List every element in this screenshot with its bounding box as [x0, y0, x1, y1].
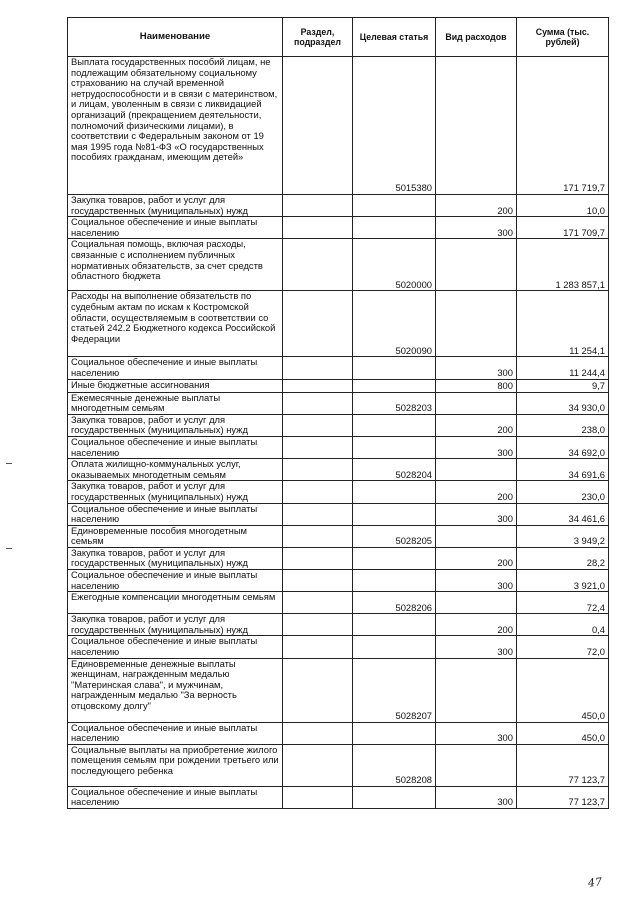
row-name: Оплата жилищно-коммунальных услуг, оказываемых многодетным семьям: [68, 459, 283, 481]
row-type: [436, 239, 517, 291]
row-section: [283, 357, 353, 379]
row-section: [283, 570, 353, 592]
row-type: 300: [436, 636, 517, 658]
row-target: [353, 547, 436, 569]
row-name: Закупка товаров, работ и услуг для государственных (муниципальных) нужд: [68, 614, 283, 636]
row-type: 200: [436, 414, 517, 436]
table-row: [68, 722, 609, 744]
row-section: [283, 291, 353, 357]
table-row: [68, 291, 609, 357]
header-target: Целевая статья: [353, 18, 436, 57]
table-row: [68, 239, 609, 291]
table-row: [68, 592, 609, 614]
row-name: Ежемесячные денежные выплаты многодетным семьям: [68, 392, 283, 414]
row-section: [283, 239, 353, 291]
row-section: [283, 525, 353, 547]
row-sum: 450,0: [517, 658, 609, 722]
row-sum: 34 691,6: [517, 459, 609, 481]
table-row: [68, 357, 609, 379]
page-number: 47: [587, 875, 603, 890]
row-section: [283, 57, 353, 195]
row-section: [283, 722, 353, 744]
row-section: [283, 614, 353, 636]
row-target: [353, 436, 436, 458]
row-section: [283, 636, 353, 658]
row-sum: 9,7: [517, 379, 609, 392]
row-name: Ежегодные компенсации многодетным семьям: [68, 592, 283, 614]
row-type: 200: [436, 614, 517, 636]
row-type: 300: [436, 570, 517, 592]
row-section: [283, 379, 353, 392]
row-target: [353, 570, 436, 592]
row-name: Закупка товаров, работ и услуг для государственных (муниципальных) нужд: [68, 481, 283, 503]
row-section: [283, 658, 353, 722]
table-row: [68, 614, 609, 636]
row-type: [436, 744, 517, 786]
row-target: [353, 503, 436, 525]
row-sum: 72,0: [517, 636, 609, 658]
row-target: [353, 195, 436, 217]
row-sum: 238,0: [517, 414, 609, 436]
table-row: [68, 414, 609, 436]
row-type: 200: [436, 547, 517, 569]
row-type: [436, 291, 517, 357]
row-target: 5020000: [353, 239, 436, 291]
table-row: [68, 786, 609, 808]
table-row: [68, 57, 609, 195]
row-target: 5028205: [353, 525, 436, 547]
row-name: Социальные выплаты на приобретение жилого помещения семьям при рождении третьего или последующего ребенка: [68, 744, 283, 786]
row-section: [283, 459, 353, 481]
table-row: [68, 547, 609, 569]
row-target: [353, 379, 436, 392]
row-target: 5020090: [353, 291, 436, 357]
row-type: 200: [436, 195, 517, 217]
row-name: Социальное обеспечение и иные выплаты населению: [68, 722, 283, 744]
row-name: Закупка товаров, работ и услуг для государственных (муниципальных) нужд: [68, 547, 283, 569]
row-type: 300: [436, 503, 517, 525]
row-target: 5028203: [353, 392, 436, 414]
row-sum: 171 719,7: [517, 57, 609, 195]
header-name: Наименование: [68, 18, 283, 57]
row-sum: 11 244,4: [517, 357, 609, 379]
row-target: [353, 481, 436, 503]
table-row: [68, 525, 609, 547]
row-name: Социальное обеспечение и иные выплаты населению: [68, 570, 283, 592]
row-target: [353, 636, 436, 658]
row-sum: 34 930,0: [517, 392, 609, 414]
row-section: [283, 414, 353, 436]
margin-mark: [6, 548, 12, 549]
row-type: 800: [436, 379, 517, 392]
row-type: [436, 459, 517, 481]
table-row: [68, 503, 609, 525]
row-name: Закупка товаров, работ и услуг для государственных (муниципальных) нужд: [68, 414, 283, 436]
row-sum: 450,0: [517, 722, 609, 744]
row-type: 300: [436, 436, 517, 458]
row-section: [283, 503, 353, 525]
row-name: Социальное обеспечение и иные выплаты населению: [68, 636, 283, 658]
table-row: [68, 570, 609, 592]
table-row: [68, 195, 609, 217]
row-sum: 34 692,0: [517, 436, 609, 458]
row-sum: 77 123,7: [517, 744, 609, 786]
table-row: [68, 481, 609, 503]
row-target: [353, 217, 436, 239]
row-section: [283, 786, 353, 808]
row-name: Социальное обеспечение и иные выплаты населению: [68, 217, 283, 239]
row-type: [436, 525, 517, 547]
row-type: [436, 658, 517, 722]
row-target: [353, 614, 436, 636]
row-name: Социальное обеспечение и иные выплаты населению: [68, 503, 283, 525]
row-sum: 77 123,7: [517, 786, 609, 808]
header-type: Вид расходов: [436, 18, 517, 57]
row-name: Социальное обеспечение и иные выплаты населению: [68, 436, 283, 458]
row-type: [436, 592, 517, 614]
table-row: [68, 379, 609, 392]
row-target: 5015380: [353, 57, 436, 195]
table-row: [68, 459, 609, 481]
row-target: [353, 786, 436, 808]
row-target: 5028204: [353, 459, 436, 481]
row-name: Социальная помощь, включая расходы, связанные с исполнением публичных нормативных обязательств, за счет средств областного бюджета: [68, 239, 283, 291]
row-target: 5028207: [353, 658, 436, 722]
table-row: [68, 658, 609, 722]
row-section: [283, 547, 353, 569]
row-sum: 1 283 857,1: [517, 239, 609, 291]
row-section: [283, 392, 353, 414]
row-name: Выплата государственных пособий лицам, не подлежащим обязательному социальному страхованию на случай временной нетрудоспособности и в связи с материнством, и лицам, уволенным в связи с ликвидацией организаций (прекращением деятельности, полномочий физическими лицами), в соответствии с Федеральным законом от 19 мая 1995 года №81-ФЗ «О государственных пособиях гражданам, имеющим детей»: [68, 57, 283, 195]
row-sum: 0,4: [517, 614, 609, 636]
row-target: [353, 414, 436, 436]
row-type: [436, 57, 517, 195]
budget-table: [67, 17, 609, 809]
row-name: Единовременные денежные выплаты женщинам, награжденным медалью "Материнская слава", и мужчинам, награжденным медалью "За верность отцовскому долгу": [68, 658, 283, 722]
row-name: Единовременные пособия многодетным семьям: [68, 525, 283, 547]
row-target: [353, 357, 436, 379]
row-sum: 34 461,6: [517, 503, 609, 525]
row-target: 5028206: [353, 592, 436, 614]
row-type: 300: [436, 217, 517, 239]
row-target: 5028208: [353, 744, 436, 786]
row-sum: 10,0: [517, 195, 609, 217]
table-row: [68, 744, 609, 786]
margin-mark: [6, 463, 12, 464]
row-name: Социальное обеспечение и иные выплаты населению: [68, 357, 283, 379]
row-section: [283, 195, 353, 217]
row-section: [283, 744, 353, 786]
row-section: [283, 217, 353, 239]
table-row: [68, 217, 609, 239]
header-row: [68, 18, 609, 57]
row-type: 200: [436, 481, 517, 503]
row-type: [436, 392, 517, 414]
row-type: 300: [436, 357, 517, 379]
header-sum: Сумма (тыс. рублей): [517, 18, 609, 57]
row-sum: 3 949,2: [517, 525, 609, 547]
row-sum: 3 921,0: [517, 570, 609, 592]
row-sum: 28,2: [517, 547, 609, 569]
row-name: Расходы на выполнение обязательств по судебным актам по искам к Костромской области, осуществляемым в соответствии со статьей 242.2 Бюджетного кодекса Российской Федерации: [68, 291, 283, 357]
row-name: Закупка товаров, работ и услуг для государственных (муниципальных) нужд: [68, 195, 283, 217]
row-sum: 72,4: [517, 592, 609, 614]
table-row: [68, 636, 609, 658]
table-row: [68, 436, 609, 458]
header-section: Раздел, подраздел: [283, 18, 353, 57]
row-type: 300: [436, 722, 517, 744]
row-name: Социальное обеспечение и иные выплаты населению: [68, 786, 283, 808]
row-name: Иные бюджетные ассигнования: [68, 379, 283, 392]
row-sum: 11 254,1: [517, 291, 609, 357]
row-section: [283, 481, 353, 503]
row-target: [353, 722, 436, 744]
row-type: 300: [436, 786, 517, 808]
row-sum: 230,0: [517, 481, 609, 503]
table-row: [68, 392, 609, 414]
row-sum: 171 709,7: [517, 217, 609, 239]
row-section: [283, 436, 353, 458]
row-section: [283, 592, 353, 614]
